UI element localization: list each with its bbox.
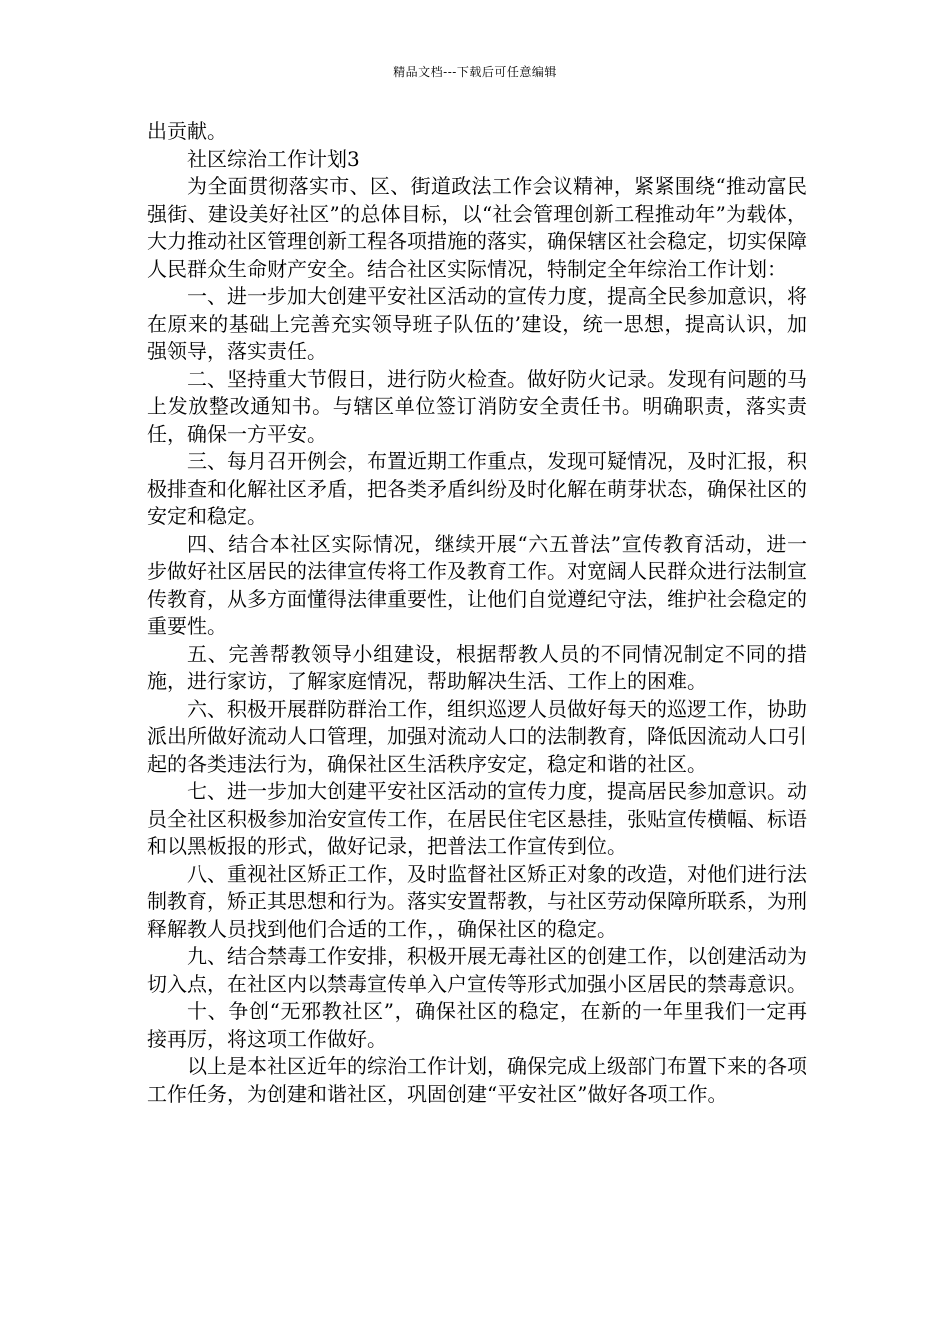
paragraph-item-8: 八、重视社区矫正工作，及时监督社区矫正对象的改造，对他们进行法制教育，矫正其思想和行为。落实安置帮教，与社区劳动保障所联系，为刑释解教人员找到他们合适的工作，，确保社区的稳定。 [147,861,807,941]
paragraph-conclusion: 以上是本社区近年的综治工作计划，确保完成上级部门布置下来的各项工作任务，为创建和谐社区，巩固创建“平安社区”做好各项工作。 [147,1054,807,1106]
paragraph-item-9: 九、结合禁毒工作安排，积极开展无毒社区的创建工作，以创建活动为切入点，在社区内以禁毒宣传单入户宣传等形式加强小区居民的禁毒意识。 [147,944,807,996]
section-title: 社区综治工作计划3 [187,146,360,171]
document-body [147,118,807,1108]
paragraph-item-10: 十、争创“无邪教社区”，确保社区的稳定，在新的一年里我们一定再接再厉，将这项工作做好。 [147,999,807,1051]
paragraph-item-3: 三、每月召开例会，布置近期工作重点，发现可疑情况，及时汇报，积极排查和化解社区矛盾，把各类矛盾纠纷及时化解在萌芽状态，确保社区的安定和稳定。 [147,449,807,528]
paragraph-item-5: 五、完善帮教领导小组建设，根据帮教人员的不同情况制定不同的措施，进行家访，了解家庭情况，帮助解决生活、工作上的困难。 [147,641,807,693]
continuation-line: 出贡献。 [147,119,227,143]
paragraph-item-1: 一、进一步加大创建平安社区活动的宣传力度，提高全民参加意识，将在原来的基础上完善充实领导班子队伍的’建设，统一思想，提高认识，加强领导，落实责任。 [147,284,807,363]
page-header: 精品文档---下载后可任意编辑 [393,65,557,79]
paragraph-item-2: 二、坚持重大节假日，进行防火检查。做好防火记录。发现有问题的马上发放整改通知书。与辖区单位签订消防安全责任书。明确职责，落实责任，确保一方平安。 [147,366,807,446]
paragraph-intro: 为全面贯彻落实市、区、街道政法工作会议精神，紧紧围绕“推动富民强街、建设美好社区”的总体目标，以“社会管理创新工程推动年”为载体，大力推动社区管理创新工程各项措施的落实，确保辖区社会稳定，切实保障人民群众生命财产安全。结合社区实际情况，特制定全年综治工作计划： [147,174,807,281]
paragraph-item-6: 六、积极开展群防群治工作，组织巡逻人员做好每天的巡逻工作，协助派出所做好流动人口管理，加强对流动人口的法制教育，降低因流动人口引起的各类违法行为，确保社区生活秩序安定，稳定和谐的社区。 [147,696,807,776]
paragraph-item-7: 七、进一步加大创建平安社区活动的宣传力度，提高居民参加意识。动员全社区积极参加治安宣传工作，在居民住宅区悬挂，张贴宣传横幅、标语和以黑板报的形式，做好记录，把普法工作宣传到位。 [147,779,807,858]
paragraph-item-4: 四、结合本社区实际情况，继续开展“六五普法”宣传教育活动，进一步做好社区居民的法律宣传将工作及教育工作。对宽阔人民群众进行法制宣传教育，从多方面懂得法律重要性，让他们自觉遵纪守法，维护社会稳定的重要性。 [147,531,807,638]
